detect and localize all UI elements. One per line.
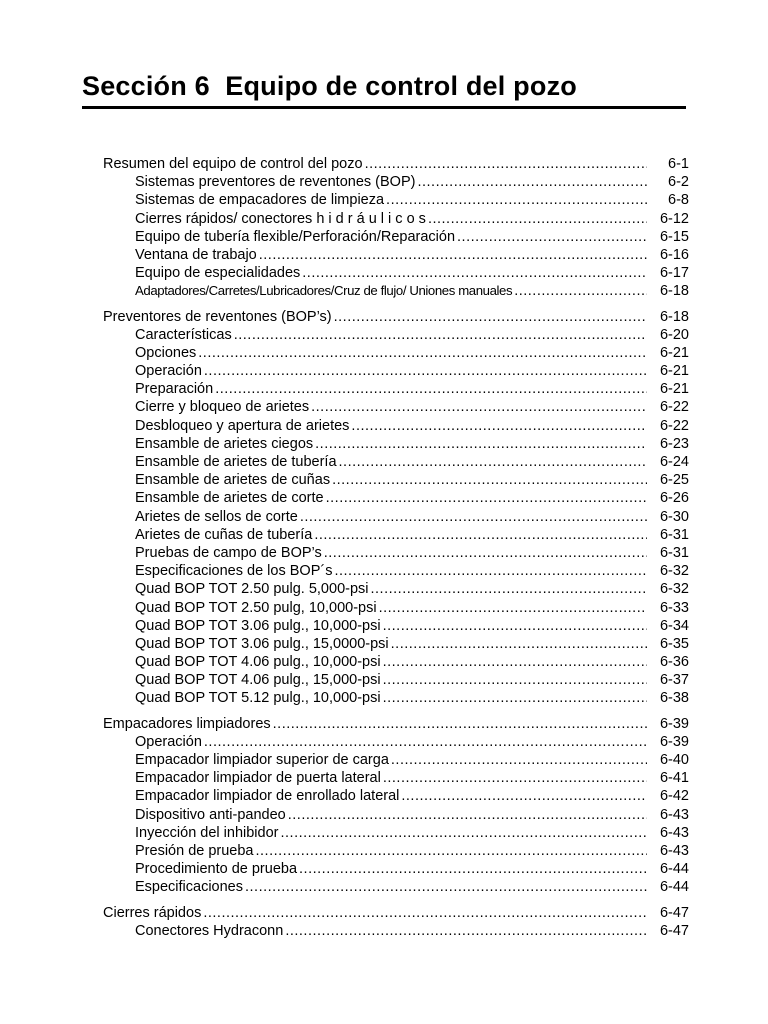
toc-entry-label: Procedimiento de prueba (135, 861, 298, 878)
dot-leader (311, 398, 647, 416)
toc-page-number: 6-2 (668, 174, 689, 191)
dot-leader (371, 580, 648, 598)
toc-entry-label: Quad BOP TOT 2.50 pulg. 5,000-psi (135, 581, 369, 598)
toc-page-number: 6-43 (659, 806, 689, 823)
toc-subentry[interactable] (103, 453, 689, 471)
toc-page-number: 6-43 (659, 842, 689, 859)
toc-entry-label: Ventana de trabajo (135, 246, 257, 263)
dot-leader (314, 526, 647, 544)
toc-subentry[interactable] (103, 824, 689, 842)
toc-page-number: 6-26 (659, 490, 689, 507)
toc-page-number: 6-21 (659, 363, 689, 380)
table-of-contents (103, 155, 689, 947)
toc-subentry[interactable] (103, 671, 689, 689)
toc-entry-label: Presión de prueba (135, 842, 254, 859)
toc-subentry[interactable] (103, 264, 689, 282)
dot-leader (273, 715, 647, 733)
toc-entry-label: Ensamble de arietes ciegos (135, 435, 314, 452)
toc-page-number: 6-22 (659, 417, 689, 434)
dot-leader (285, 922, 647, 940)
toc-subentry[interactable] (103, 191, 689, 209)
toc-page-number: 6-31 (659, 526, 689, 543)
toc-group (103, 715, 689, 897)
toc-subentry[interactable] (103, 508, 689, 526)
toc-subentry[interactable] (103, 380, 689, 398)
toc-entry-label: Arietes de cuñas de tubería (135, 526, 313, 543)
dot-leader (339, 453, 647, 471)
toc-page-number: 6-23 (659, 435, 689, 452)
toc-entry-label: Cierre y bloqueo de arietes (135, 399, 310, 416)
dot-leader (204, 362, 647, 380)
dot-leader (300, 508, 647, 526)
dot-leader (383, 769, 647, 787)
toc-entry-label: Operación (135, 733, 202, 750)
dot-leader (204, 733, 647, 751)
toc-subentry[interactable] (103, 599, 689, 617)
toc-subentry[interactable] (103, 842, 689, 860)
dot-leader (332, 471, 647, 489)
toc-page-number: 6-20 (659, 326, 689, 343)
toc-entry-label: Sistemas de empacadores de limpieza (135, 192, 385, 209)
toc-page-number: 6-32 (659, 563, 689, 580)
dot-leader (351, 417, 647, 435)
toc-page-number: 6-17 (659, 265, 689, 282)
dot-leader (383, 617, 647, 635)
section-number: Sección 6 (82, 71, 210, 101)
dot-leader (299, 860, 647, 878)
toc-page-number: 6-44 (659, 861, 689, 878)
toc-subentry[interactable] (103, 398, 689, 416)
toc-page-number: 6-21 (659, 381, 689, 398)
toc-entry-label: Preventores de reventones (BOP’s) (103, 308, 332, 325)
dot-leader (198, 344, 647, 362)
toc-entry-label: Preparación (135, 381, 214, 398)
dot-leader (302, 264, 647, 282)
dot-leader (391, 751, 647, 769)
toc-subentry[interactable] (103, 787, 689, 805)
dot-leader (383, 653, 647, 671)
toc-page-number: 6-15 (659, 228, 689, 245)
toc-subentry[interactable] (103, 173, 689, 191)
toc-page-number: 6-25 (659, 472, 689, 489)
toc-entry[interactable] (103, 904, 689, 922)
dot-leader (203, 904, 647, 922)
toc-subentry[interactable] (103, 733, 689, 751)
dot-leader (315, 435, 647, 453)
toc-page-number: 6-42 (659, 788, 689, 805)
toc-page-number: 6-40 (659, 752, 689, 768)
toc-page-number: 6-37 (659, 672, 689, 689)
dot-leader (280, 824, 647, 842)
toc-subentry[interactable] (103, 878, 689, 896)
toc-entry-label: Empacador limpiador de enrollado lateral (135, 788, 400, 805)
toc-subentry[interactable] (103, 653, 689, 671)
dot-leader (428, 210, 647, 228)
dot-leader (334, 562, 647, 580)
toc-subentry[interactable] (103, 210, 689, 228)
toc-page-number: 6-47 (659, 922, 689, 939)
toc-entry-label: Sistemas preventores de reventones (BOP) (135, 174, 416, 191)
toc-subentry[interactable] (103, 471, 689, 489)
toc-entry-label: Quad BOP TOT 3.06 pulg., 10,000-psi (135, 617, 381, 634)
toc-entry-label: Empacadores limpiadores (103, 715, 271, 732)
toc-subentry[interactable] (103, 806, 689, 824)
toc-subentry[interactable] (103, 635, 689, 653)
toc-subentry[interactable] (103, 526, 689, 544)
toc-page-number: 6-16 (659, 246, 689, 263)
toc-entry-label: Adaptadores/Carretes/Lubricadores/Cruz de flujo/ Uniones manuales (135, 283, 513, 299)
dot-leader (288, 806, 647, 824)
dot-leader (383, 671, 647, 689)
toc-entry-label: Empacador limpiador de puerta lateral (135, 770, 381, 787)
toc-entry-label: Opciones (135, 344, 197, 361)
section-title: Equipo de control del pozo (225, 71, 577, 101)
toc-page-number: 6-1 (668, 156, 689, 172)
toc-entry-label: Quad BOP TOT 4.06 pulg., 15,000-psi (135, 672, 381, 689)
toc-entry-label: Quad BOP TOT 5.12 pulg., 10,000-psi (135, 690, 381, 707)
toc-page-number: 6-31 (659, 544, 689, 561)
toc-subentry[interactable] (103, 689, 689, 707)
toc-entry-label: Inyección del inhibidor (135, 824, 279, 841)
toc-page-number: 6-12 (659, 210, 689, 227)
toc-page-number: 6-47 (659, 904, 689, 921)
toc-page-number: 6-30 (659, 508, 689, 525)
toc-entry-label: Ensamble de arietes de corte (135, 490, 324, 507)
dot-leader (514, 282, 647, 300)
toc-entry-label: Ensamble de arietes de tubería (135, 454, 337, 470)
dot-leader (215, 380, 647, 398)
toc-entry-label: Arietes de sellos de corte (135, 508, 298, 525)
dot-leader (417, 173, 647, 191)
toc-entry-label: Cierres rápidos (103, 904, 202, 921)
toc-page-number: 6-34 (659, 617, 689, 634)
toc-group (103, 308, 689, 708)
toc-subentry[interactable] (103, 344, 689, 362)
toc-entry-label: Ensamble de arietes de cuñas (135, 472, 331, 489)
toc-subentry[interactable] (103, 435, 689, 453)
toc-subentry[interactable] (103, 922, 689, 940)
toc-page-number: 6-36 (659, 654, 689, 671)
toc-entry-label: Empacador limpiador superior de carga (135, 752, 389, 768)
toc-page-number: 6-43 (659, 824, 689, 841)
title-rule (82, 106, 686, 109)
toc-subentry[interactable] (103, 282, 689, 300)
dot-leader (401, 787, 647, 805)
toc-entry-label: Características (135, 326, 232, 343)
dot-leader (365, 155, 647, 173)
dot-leader (324, 544, 647, 562)
toc-page-number: 6-22 (659, 399, 689, 416)
toc-entry[interactable] (103, 155, 689, 173)
toc-entry-label: Desbloqueo y apertura de arietes (135, 417, 350, 434)
toc-entry-label: Especificaciones de los BOP´s (135, 563, 333, 580)
dot-leader (391, 635, 647, 653)
toc-page-number: 6-32 (659, 581, 689, 598)
toc-page-number: 6-44 (659, 879, 689, 896)
toc-page-number: 6-33 (659, 599, 689, 616)
toc-entry[interactable] (103, 715, 689, 733)
toc-subentry[interactable] (103, 544, 689, 562)
toc-page-number: 6-39 (659, 715, 689, 732)
toc-subentry[interactable] (103, 326, 689, 344)
dot-leader (245, 878, 647, 896)
toc-subentry[interactable] (103, 580, 689, 598)
toc-entry-label: Quad BOP TOT 4.06 pulg., 10,000-psi (135, 654, 381, 671)
toc-page-number: 6-24 (659, 454, 689, 470)
dot-leader (457, 228, 647, 246)
toc-entry-label: Dispositivo anti-pandeo (135, 806, 286, 823)
toc-entry-label: Especificaciones (135, 879, 243, 896)
toc-entry-label: Operación (135, 363, 202, 380)
dot-leader (383, 689, 647, 707)
dot-leader (379, 599, 647, 617)
toc-subentry[interactable] (103, 751, 689, 769)
toc-group (103, 155, 689, 301)
toc-page-number: 6-18 (659, 283, 689, 300)
page-title (82, 68, 686, 104)
toc-entry-label: Pruebas de campo de BOP’s (135, 544, 322, 561)
toc-page-number: 6-35 (659, 635, 689, 652)
toc-page-number: 6-8 (668, 192, 689, 209)
toc-subentry[interactable] (103, 489, 689, 507)
dot-leader (326, 489, 647, 507)
toc-entry-label: Cierres rápidos/ conectores h i d r á u l i c o s (135, 210, 426, 227)
toc-page-number: 6-41 (659, 770, 689, 787)
toc-entry[interactable] (103, 308, 689, 326)
toc-entry-label: Equipo de especialidades (135, 265, 301, 282)
dot-leader (386, 191, 647, 209)
toc-entry-label: Equipo de tubería flexible/Perforación/Reparación (135, 228, 456, 245)
toc-subentry[interactable] (103, 562, 689, 580)
toc-entry-label: Conectores Hydraconn (135, 922, 284, 939)
toc-subentry[interactable] (103, 769, 689, 787)
toc-group (103, 904, 689, 940)
toc-page-number: 6-21 (659, 344, 689, 361)
toc-entry-label: Quad BOP TOT 2.50 pulg, 10,000-psi (135, 599, 377, 616)
toc-subentry[interactable] (103, 228, 689, 246)
dot-leader (259, 246, 647, 264)
toc-entry-label: Resumen del equipo de control del pozo (103, 156, 363, 172)
toc-subentry[interactable] (103, 362, 689, 380)
toc-subentry[interactable] (103, 860, 689, 878)
toc-subentry[interactable] (103, 617, 689, 635)
toc-page-number: 6-18 (659, 308, 689, 325)
toc-subentry[interactable] (103, 246, 689, 264)
toc-page-number: 6-39 (659, 733, 689, 750)
dot-leader (256, 842, 648, 860)
toc-subentry[interactable] (103, 417, 689, 435)
dot-leader (234, 326, 647, 344)
toc-entry-label: Quad BOP TOT 3.06 pulg., 15,0000-psi (135, 635, 389, 652)
toc-page-number: 6-38 (659, 690, 689, 707)
dot-leader (334, 308, 647, 326)
